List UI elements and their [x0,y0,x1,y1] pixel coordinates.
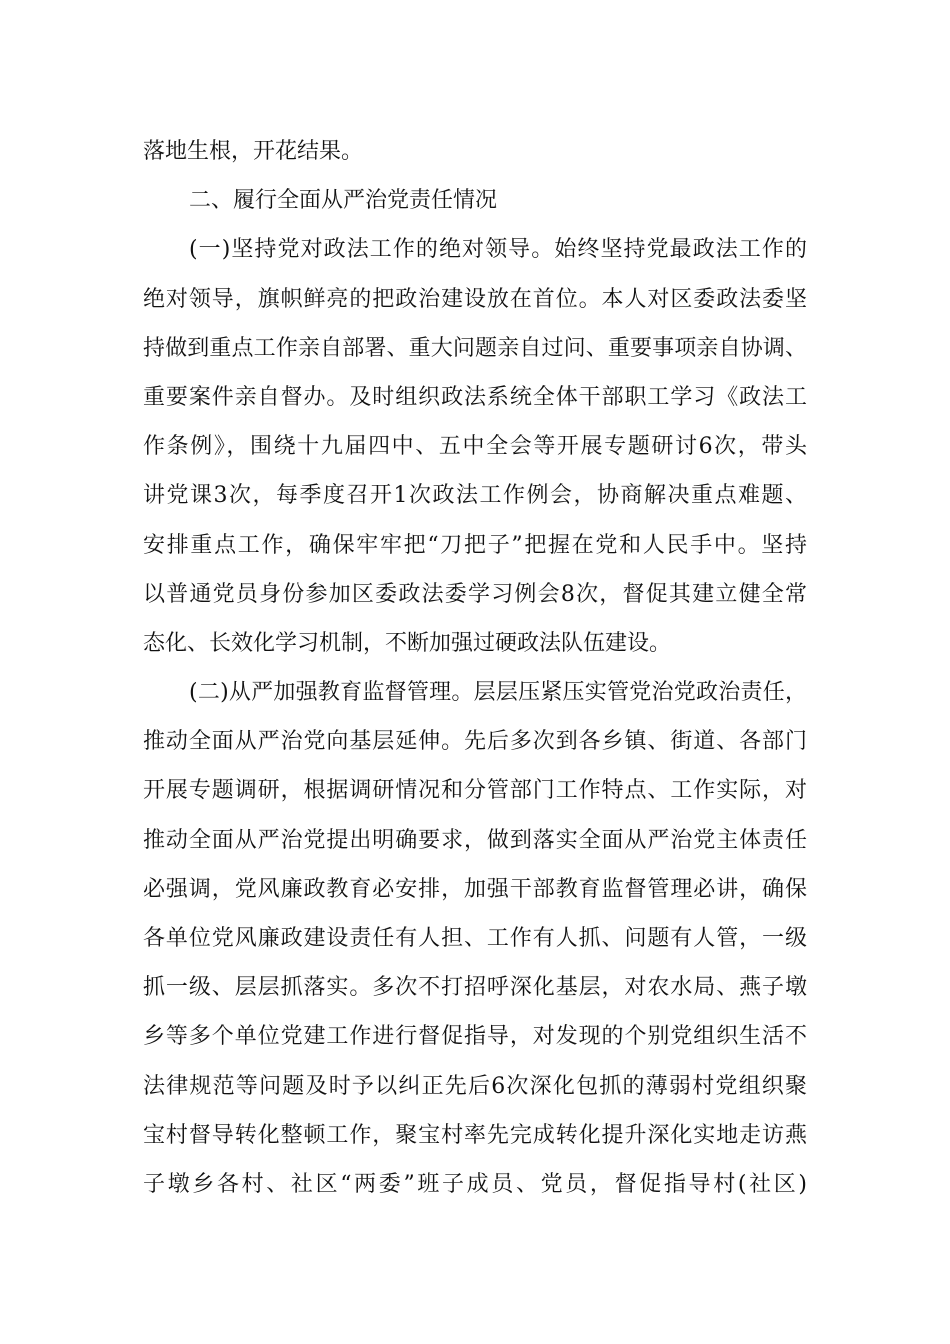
text-line: 开展专题调研，根据调研情况和分管部门工作特点、工作实际，对 [143,778,807,804]
text-line: 推动全面从严治党向基层延伸。先后多次到各乡镇、街道、各部门 [143,729,807,755]
text-line: (一)坚持党对政法工作的绝对领导。始终坚持党最政法工作的 [189,237,807,263]
text-line: 作条例》，围绕十九届四中、五中全会等开展专题研讨6次，带头 [143,434,807,460]
text-line: 安排重点工作，确保牢牢把“刀把子”把握在党和人民手中。坚持 [143,532,807,558]
text-line: (二)从严加强教育监督管理。层层压紧压实管党治党政治责任， [189,680,807,706]
text-line: 以普通党员身份参加区委政法委学习例会8次，督促其建立健全常 [143,581,807,607]
text-line: 各单位党风廉政建设责任有人担、工作有人抓、问题有人管，一级 [143,926,807,951]
text-line: 落地生根，开花结果。 [143,139,364,164]
text-line: 绝对领导，旗帜鲜亮的把政治建设放在首位。本人对区委政法委坚 [143,286,807,312]
text-line: 推动全面从严治党提出明确要求，做到落实全面从严治党主体责任 [143,827,807,853]
text-line: 重要案件亲自督办。及时组织政法系统全体干部职工学习《政法工 [143,384,807,410]
text-line: 宝村督导转化整顿工作，聚宝村率先完成转化提升深化实地走访燕 [143,1122,807,1148]
text-line: 法律规范等问题及时予以纠正先后6次深化包抓的薄弱村党组织聚 [143,1073,807,1099]
text-line: 子墩乡各村、社区“两委”班子成员、党员，督促指导村(社区) [143,1171,807,1197]
document-body [143,127,807,1209]
text-line: 讲党课3次，每季度召开1次政法工作例会，协商解决重点难题、 [143,483,807,509]
text-line: 持做到重点工作亲自部署、重大问题亲自过问、重要事项亲自协调、 [143,335,807,361]
text-line: 乡等多个单位党建工作进行督促指导，对发现的个别党组织生活不 [143,1024,807,1050]
text-line: 必强调，党风廉政教育必安排，加强干部教育监督管理必讲，确保 [143,876,807,902]
text-line: 二、履行全面从严治党责任情况 [189,188,498,214]
text-line: 抓一级、层层抓落实。多次不打招呼深化基层，对农水局、燕子墩 [143,975,807,1001]
text-line: 态化、长效化学习机制，不断加强过硬政法队伍建设。 [143,630,672,656]
